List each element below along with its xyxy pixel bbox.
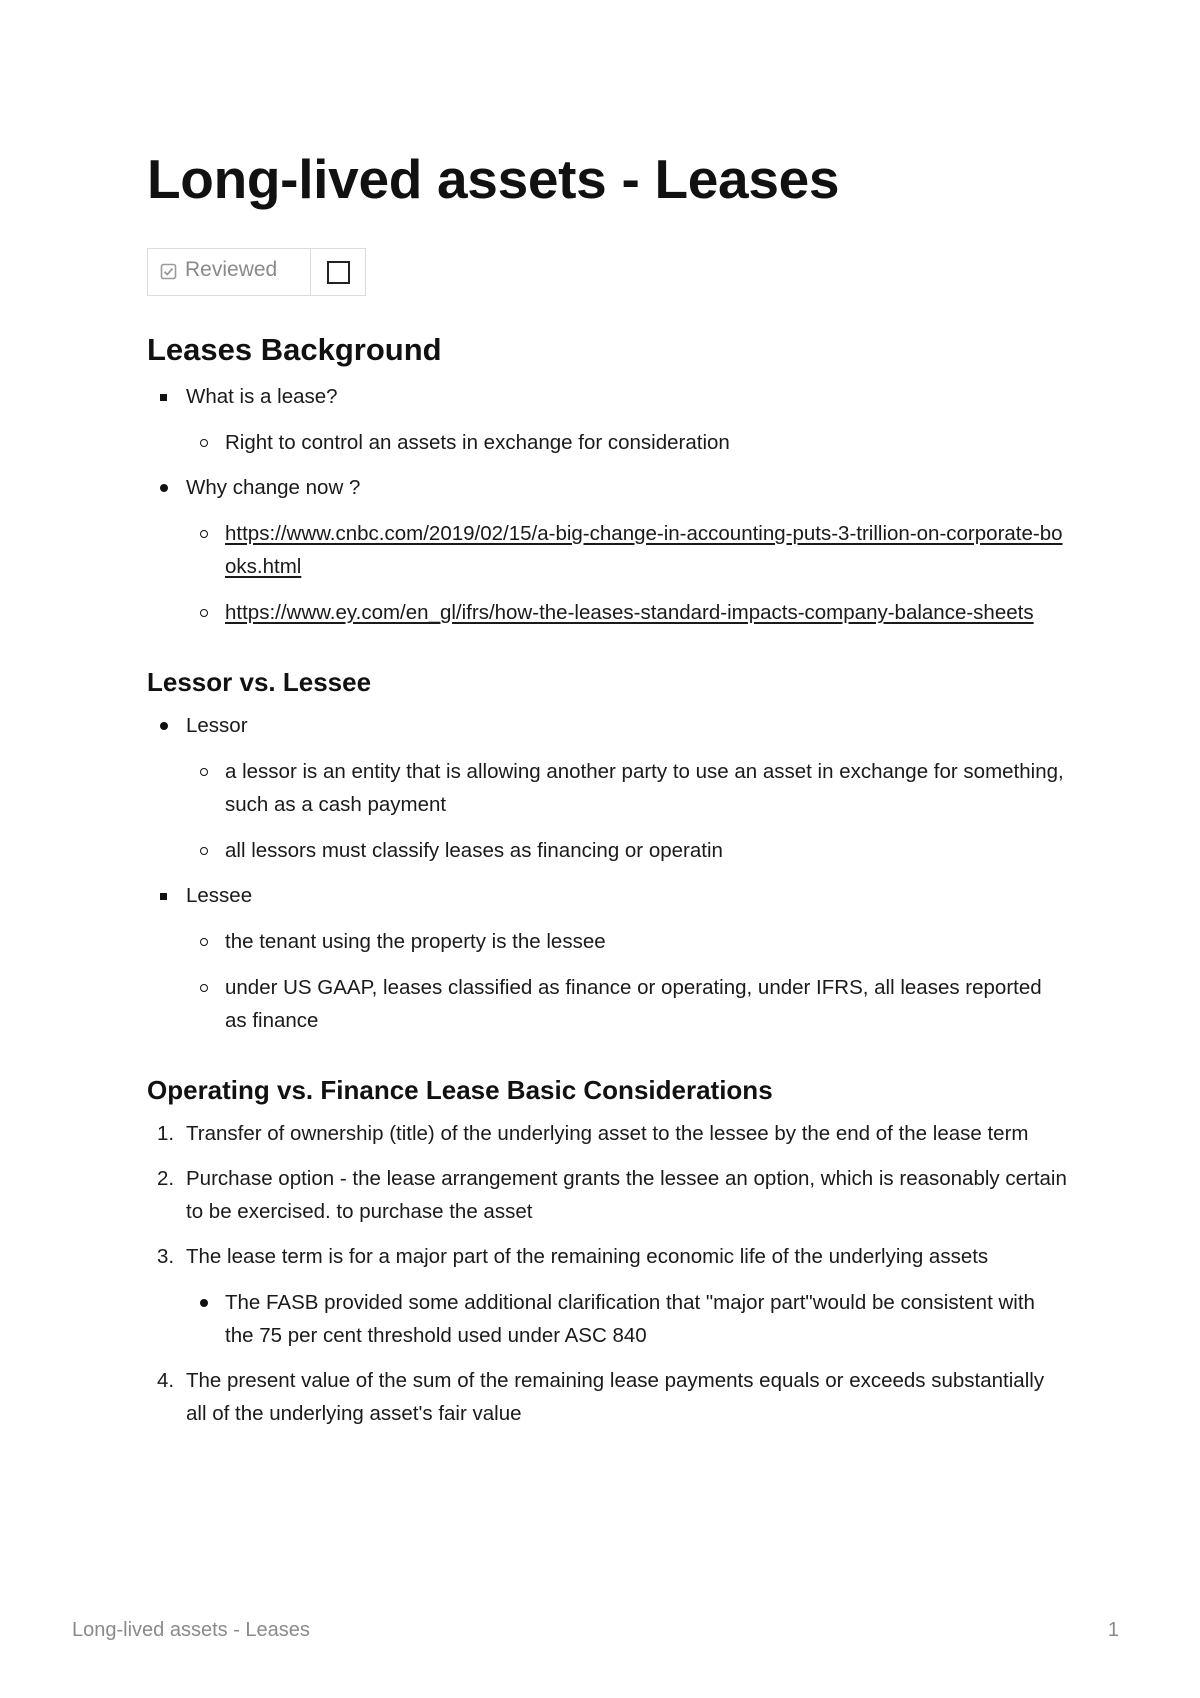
page-number: 1	[1107, 1619, 1119, 1641]
item-number: 2.	[157, 1167, 175, 1190]
item-text: Purchase option - the lease arrangement grants the lessee an option, which is reasonably certain to be exercised. to purchase the asset	[186, 1167, 1067, 1223]
list-item: all lessors must classify leases as financing or operatin	[147, 834, 1067, 867]
item-number: 1.	[157, 1122, 175, 1145]
item-text: The present value of the sum of the remaining lease payments equals or exceeds substantially all of the underlying asset's fair value	[186, 1369, 1045, 1425]
list-item: What is a lease?	[147, 380, 1067, 413]
numbered-item	[147, 1364, 1067, 1430]
considerations-list	[147, 1117, 1067, 1430]
numbered-item	[147, 1240, 1067, 1273]
cnbc-link[interactable]: https://www.cnbc.com/2019/02/15/a-big-change-in-accounting-puts-3-trillion-on-corporate-books.html	[225, 522, 1063, 578]
list-item: Lessor	[147, 709, 1067, 742]
ey-link[interactable]: https://www.ey.com/en_gl/ifrs/how-the-leases-standard-impacts-company-balance-sheets	[225, 601, 1034, 624]
list-item	[147, 517, 1067, 583]
page-title: Long-lived assets - Leases	[147, 148, 840, 210]
lessor-lessee-list	[147, 709, 1067, 1037]
section-heading-considerations: Operating vs. Finance Lease Basic Considerations	[147, 1075, 773, 1105]
property-value-cell	[311, 249, 366, 296]
item-number: 4.	[157, 1369, 175, 1392]
numbered-item	[147, 1117, 1067, 1150]
list-item	[147, 596, 1067, 629]
property-label: Reviewed	[185, 258, 278, 281]
background-list	[147, 380, 1067, 629]
numbered-item	[147, 1162, 1067, 1228]
footer-title: Long-lived assets - Leases	[72, 1619, 310, 1641]
list-item: under US GAAP, leases classified as finance or operating, under IFRS, all leases reported as finance	[147, 971, 1067, 1037]
properties-table	[147, 248, 366, 296]
property-name-cell	[148, 249, 311, 296]
page-content	[147, 142, 1067, 1430]
reviewed-checkbox[interactable]	[327, 261, 350, 284]
section-heading-lessor-vs-lessee: Lessor vs. Lessee	[147, 667, 372, 697]
list-item: Why change now ?	[147, 471, 1067, 504]
list-item: The FASB provided some additional clarification that "major part"would be consistent with the 75 per cent threshold used under ASC 840	[147, 1286, 1067, 1352]
list-item: a lessor is an entity that is allowing another party to use an asset in exchange for something, such as a cash payment	[147, 755, 1067, 821]
item-text: The lease term is for a major part of the remaining economic life of the underlying assets	[186, 1245, 989, 1268]
list-item: the tenant using the property is the lessee	[147, 925, 1067, 958]
item-number: 3.	[157, 1245, 175, 1268]
section-heading-leases-background: Leases Background	[147, 332, 442, 367]
list-item: Right to control an assets in exchange for consideration	[147, 426, 1067, 459]
list-item: Lessee	[147, 879, 1067, 912]
item-text: Transfer of ownership (title) of the underlying asset to the lessee by the end of the lease term	[186, 1122, 1029, 1145]
checkbox-icon	[160, 262, 177, 286]
